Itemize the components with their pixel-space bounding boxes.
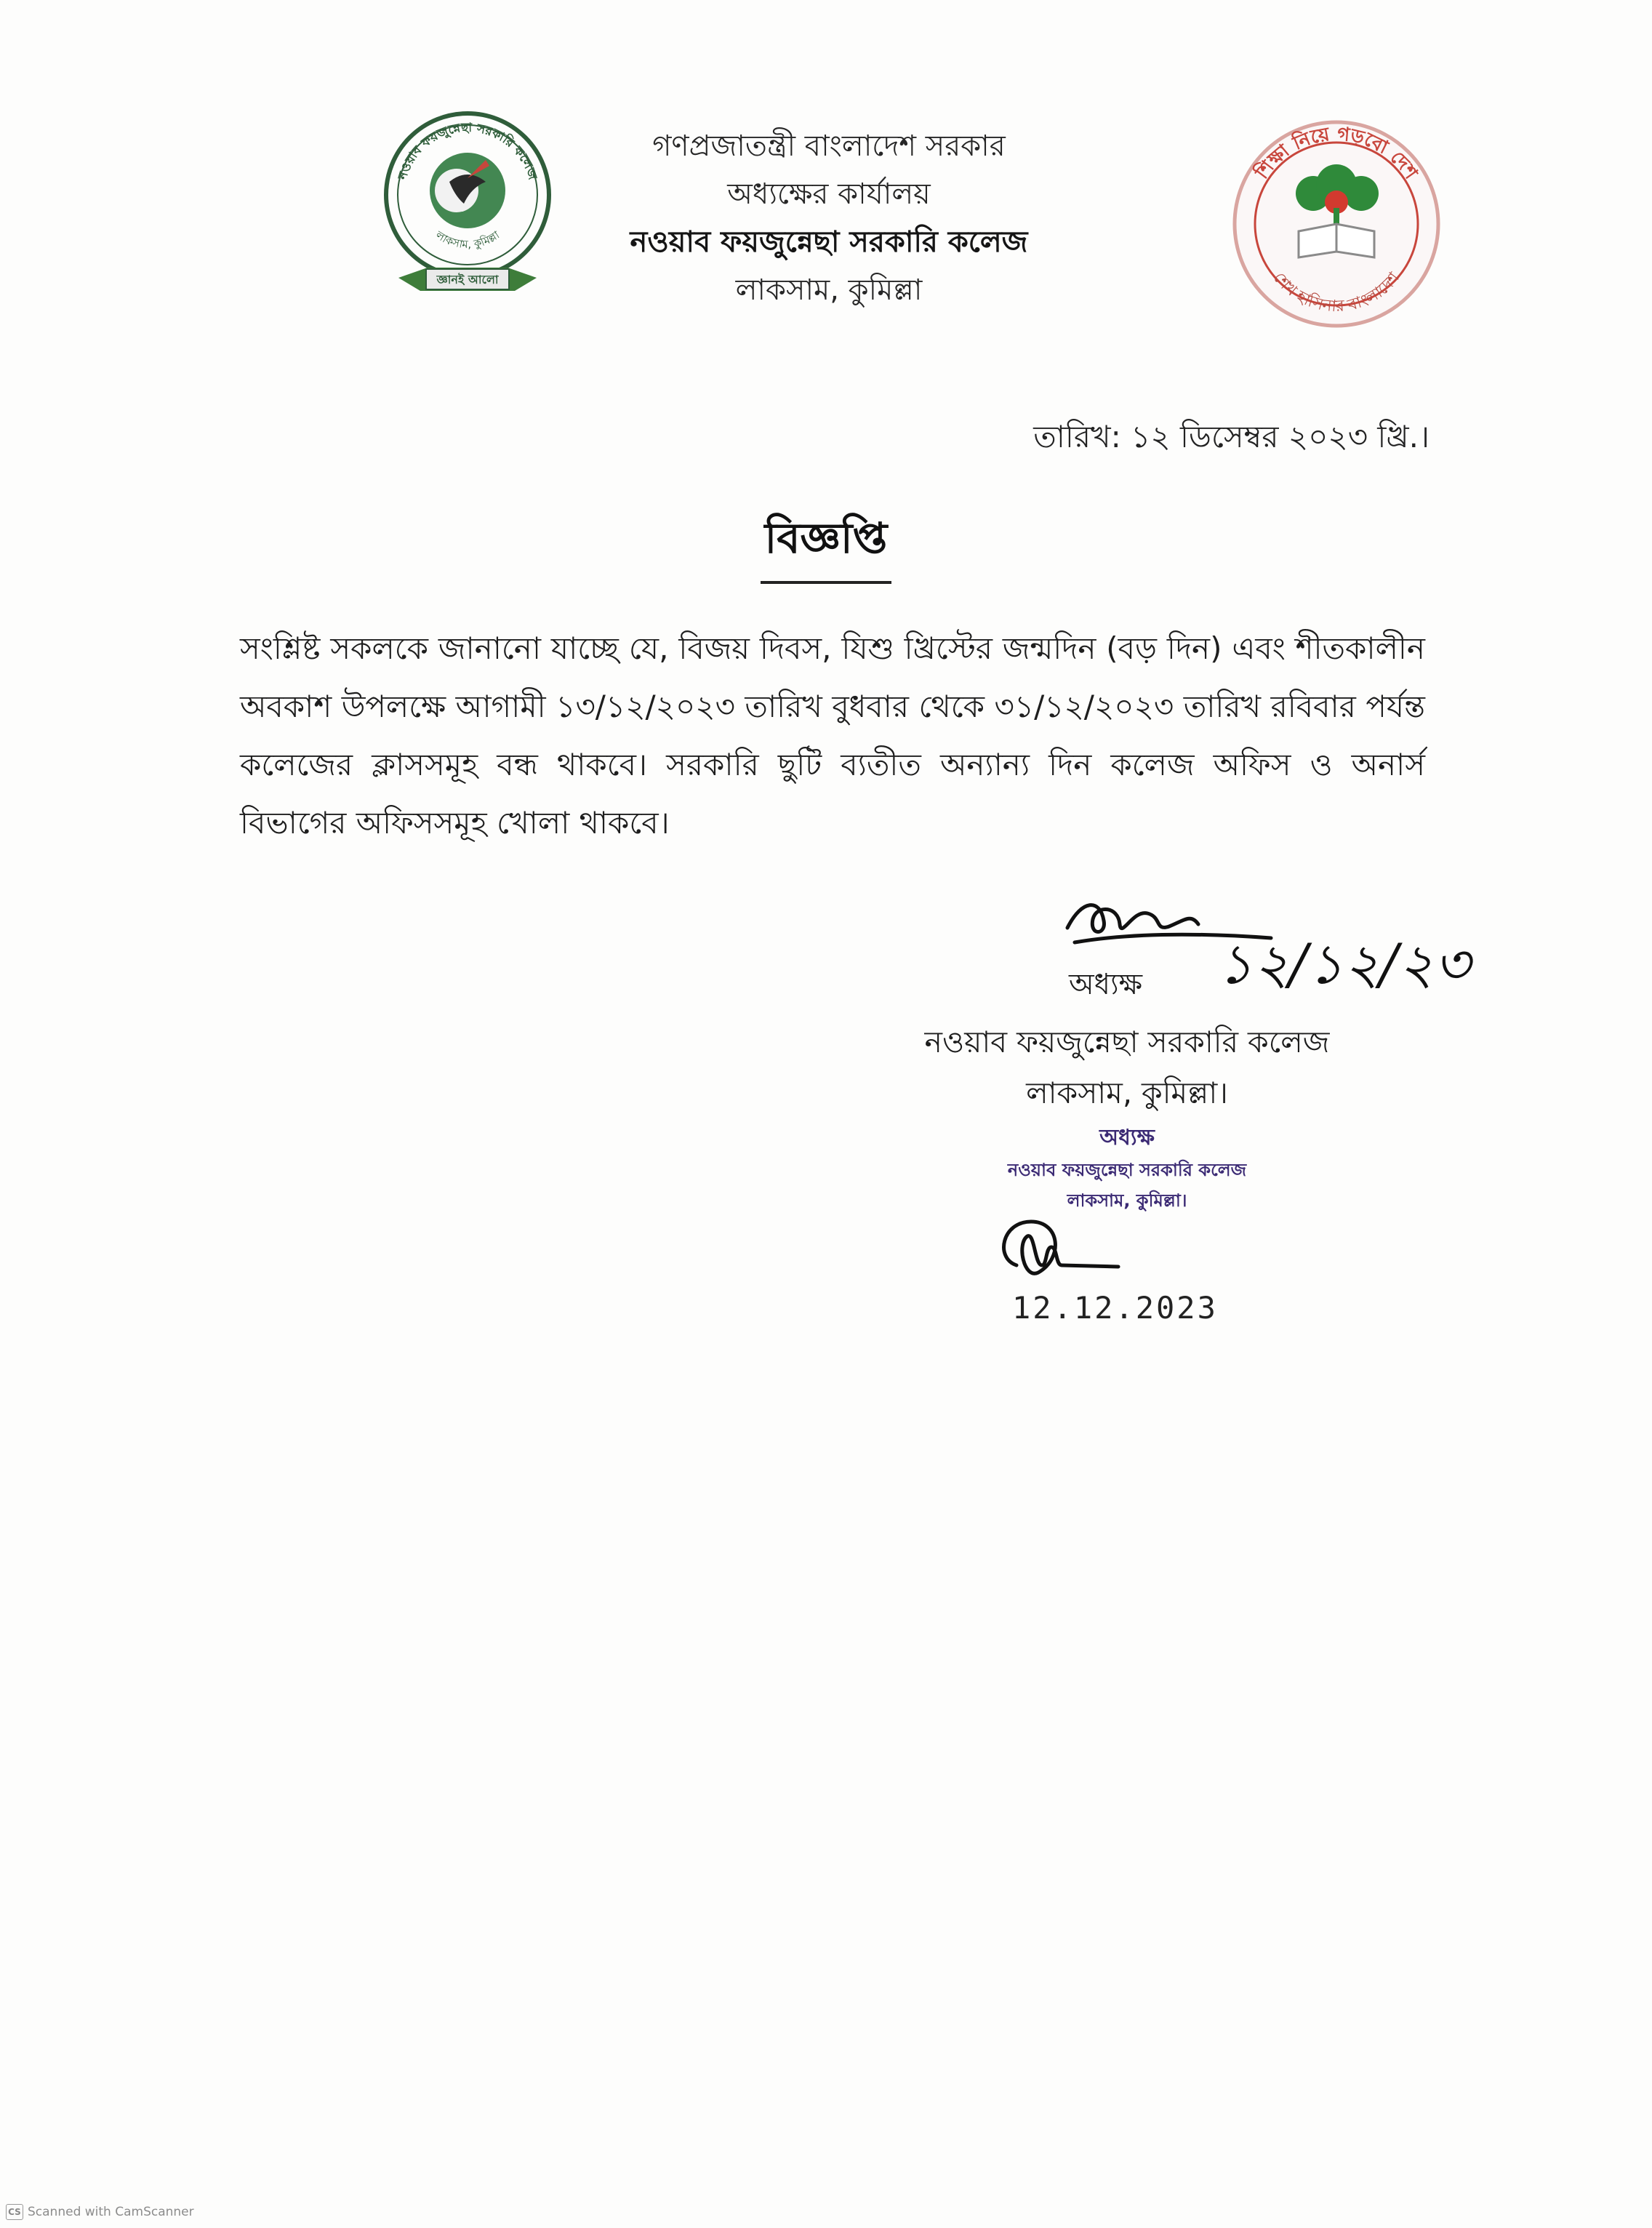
seal-bottom-text: লাকসাম, কুমিল্লা: [433, 228, 502, 252]
office-stamp: [953, 1121, 1302, 1216]
stamp-signature: [995, 1214, 1126, 1287]
office-name: অধ্যক্ষের কার্যালয়: [727, 177, 931, 211]
college-location: লাকসাম, কুমিল্লা: [735, 273, 923, 307]
scanner-watermark: [6, 2203, 194, 2221]
emblem-bottom-text: শেখ হাসিনার বাংলাদেশ: [1269, 268, 1404, 316]
college-name: নওয়াব ফয়জুন্নেছা সরকারি কলেজ: [630, 225, 1028, 259]
stamp-college: নওয়াব ফয়জুন্নেছা সরকারি কলেজ: [1007, 1160, 1247, 1180]
signatory-office: [873, 1017, 1382, 1118]
camscanner-icon: CS: [6, 2204, 23, 2220]
stamp-location: লাকসাম, কুমিল্লা।: [1067, 1190, 1187, 1211]
notice-body: সংশ্লিষ্ট সকলকে জানানো যাচ্ছে যে, বিজয় দিবস, যিশু খ্রিস্টের জন্মদিন (বড় দিন) এবং শীতকালীন অবকাশ উপলক্ষে আগামী ১৩/১২/২০২৩ তারিখ বুধবার থেকে ৩১/১২/২০২৩ তারিখ রবিবার পর্যন্ত কলেজের ক্লাসসমূহ বন্ধ থাকবে। সরকারি ছুটি ব্যতীত অন্যান্য দিন কলেজ অফিস ও অনার্স বিভাগের অফিসসমূহ খোলা থাকবে।: [240, 630, 1425, 841]
government-name: গণপ্রজাতন্ত্রী বাংলাদেশ সরকার: [652, 129, 1006, 163]
signatory-location: লাকসাম, কুমিল্লা।: [1026, 1075, 1228, 1110]
notice-title: [0, 506, 1652, 584]
letterhead: [567, 122, 1091, 314]
seal-ring-text: নওয়াব ফয়জুন্নেছা সরকারি কলেজ: [395, 120, 540, 182]
stamp-designation: অধ্যক্ষ: [1099, 1125, 1155, 1150]
stamp-signature-date: 12.12.2023: [1012, 1290, 1218, 1326]
notice-title-text: বিজ্ঞপ্তি: [761, 506, 892, 584]
emblem-top-text: শিক্ষা নিয়ে গড়বো দেশ: [1251, 123, 1422, 184]
notice-date: তারিখ: ১২ ডিসেম্বর ২০২৩ খ্রি.।: [1033, 419, 1430, 454]
scanner-watermark-text: Scanned with CamScanner: [28, 2205, 194, 2219]
svg-text:লাকসাম, কুমিল্লা: [433, 228, 502, 251]
college-seal-icon: [369, 109, 566, 313]
handwritten-date: [1210, 925, 1486, 1006]
seal-ribbon-text: জ্ঞানই আলো: [436, 273, 499, 286]
education-emblem-icon: [1227, 115, 1446, 333]
signatory-designation: অধ্যক্ষ: [1069, 968, 1143, 1001]
handwritten-date-text: ১২/১২/২৩: [1217, 931, 1470, 996]
signatory-college: নওয়াব ফয়জুন্নেছা সরকারি কলেজ: [924, 1025, 1330, 1059]
